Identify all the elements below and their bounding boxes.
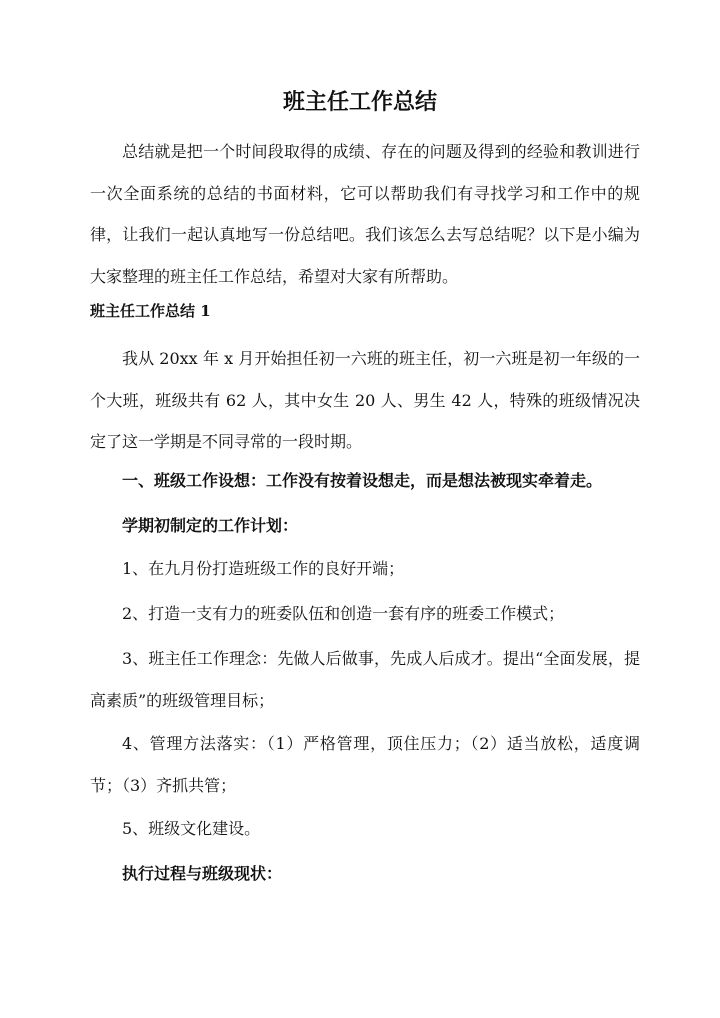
intro-paragraph: 总结就是把一个时间段取得的成绩、存在的问题及得到的经验和教训进行一次全面系统的总结的书面材料，它可以帮助我们有寻找学习和工作中的规律，让我们一起认真地写一份总结吧。我们该怎么去写总结呢？以下是小编为大家整理的班主任工作总结，希望对大家有所帮助。 bbox=[90, 142, 640, 286]
plan-item-5: 5、班级文化建设。 bbox=[122, 819, 261, 838]
subheading-execution: 执行过程与班级现状： bbox=[122, 864, 283, 883]
plan-item-1: 1、在九月份打造班级工作的良好开端； bbox=[122, 559, 405, 578]
plan-item-4: 4、管理方法落实：（1）严格管理，顶住压力；（2）适当放松，适度调节；（3）齐抓共管； bbox=[90, 734, 640, 795]
plan-item-3: 3、班主任工作理念：先做人后做事，先成人后成才。提出“全面发展，提高素质”的班级管理目标； bbox=[90, 649, 640, 710]
section-heading: 班主任工作总结 1 bbox=[90, 302, 211, 320]
subheading-semester-plan: 学期初制定的工作计划： bbox=[122, 516, 299, 535]
subheading-class-plan: 一、班级工作设想：工作没有按着设想走，而是想法被现实牵着走。 bbox=[122, 471, 603, 490]
plan-item-2: 2、打造一支有力的班委队伍和创造一套有序的班委工作模式； bbox=[122, 604, 565, 623]
document-title: 班主任工作总结 bbox=[282, 89, 437, 115]
body-paragraph-1: 我从 20xx 年 x 月开始担任初一六班的班主任，初一六班是初一年级的一个大班，班级共有 62 人，其中女生 20 人、男生 42 人，特殊的班级情况决定了这一学期是不同寻常的一段时期。 bbox=[90, 349, 640, 451]
